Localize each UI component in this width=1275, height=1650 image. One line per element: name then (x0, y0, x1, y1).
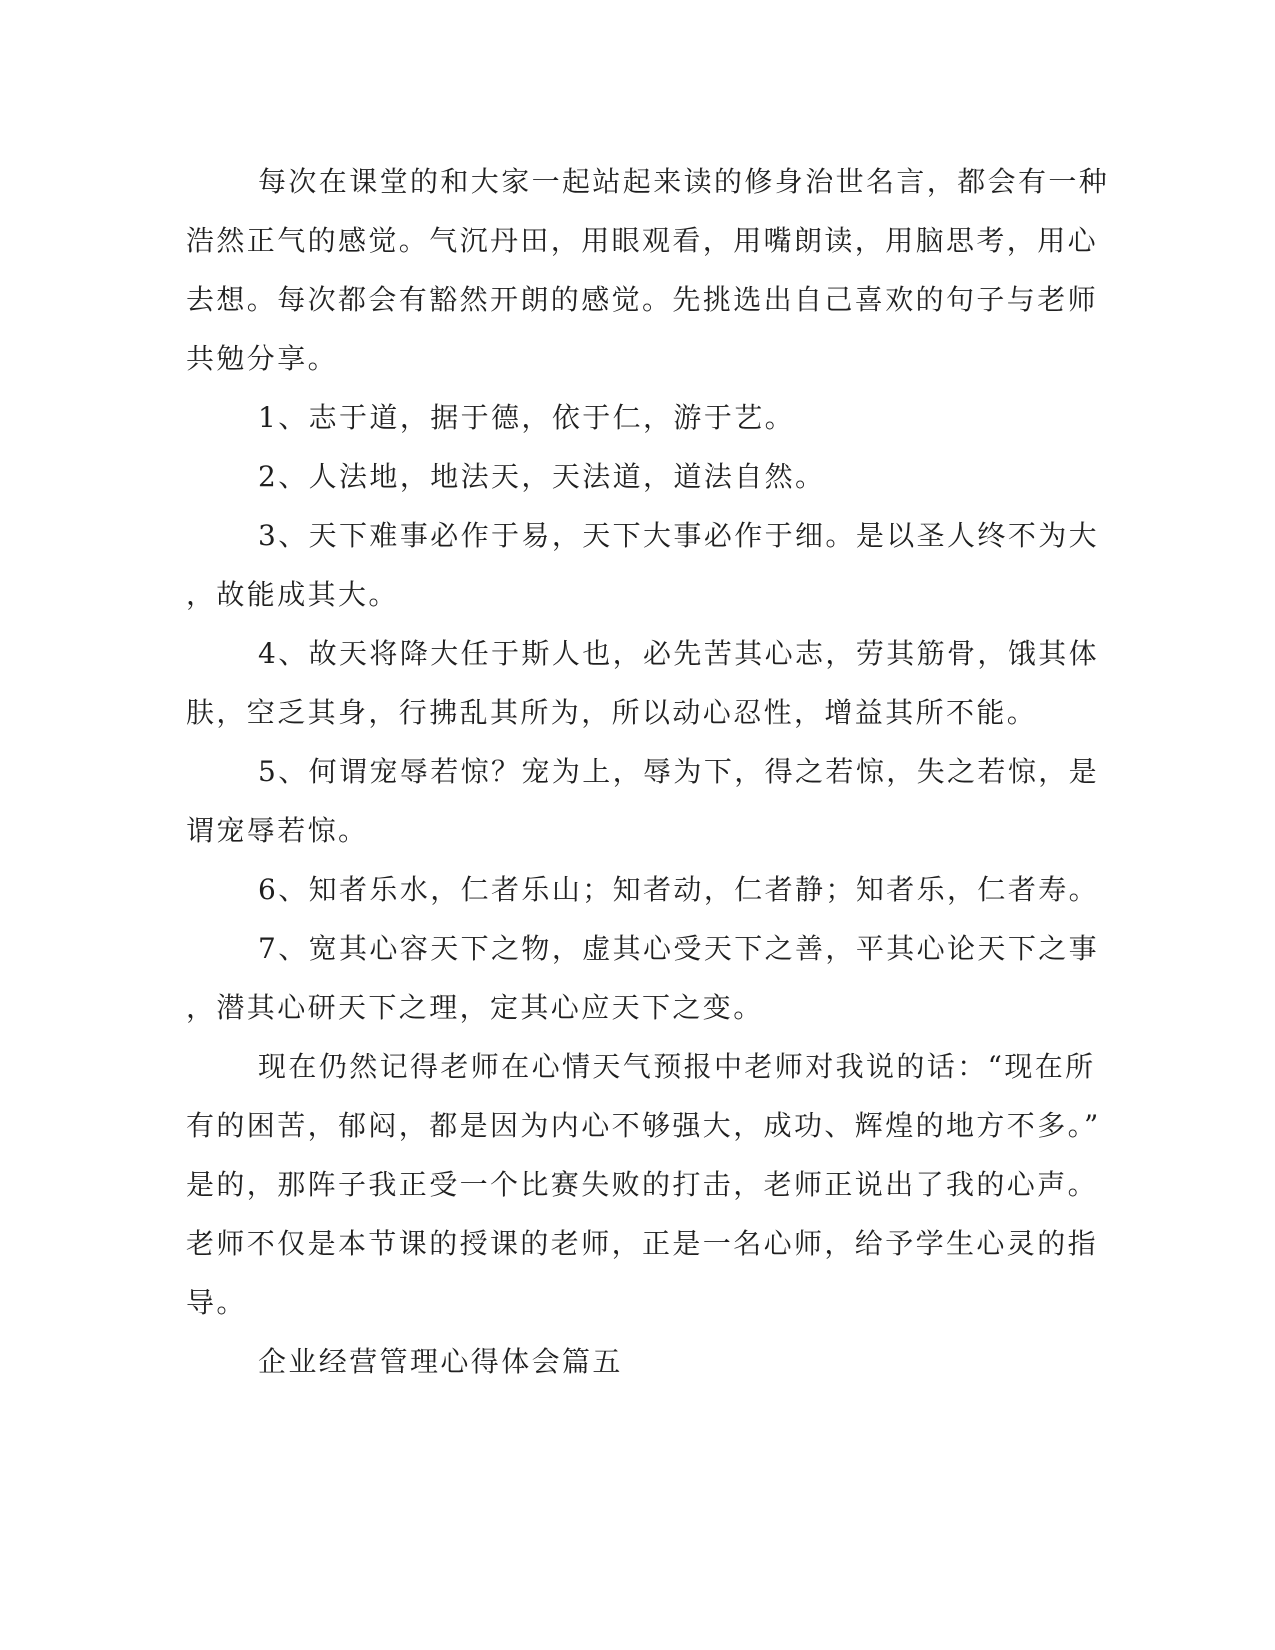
list-item-continuation: 肤，空乏其身，行拂乱其所为，所以动心忍性，增益其所不能。 (186, 696, 1038, 729)
paragraph-line: 共勉分享。 (186, 342, 339, 375)
paragraph-line: 老师不仅是本节课的授课的老师，正是一名心师，给予学生心灵的指 (186, 1227, 1099, 1260)
section-heading: 企业经营管理心得体会篇五 (258, 1345, 623, 1378)
paragraph-line: 导。 (186, 1286, 247, 1319)
paragraph-line: 浩然正气的感觉。气沉丹田，用眼观看，用嘴朗读，用脑思考，用心 (186, 224, 1099, 257)
list-item: 1、志于道，据于德，依于仁，游于艺。 (258, 401, 796, 434)
list-item-continuation: ，潜其心研天下之理，定其心应天下之变。 (186, 991, 764, 1024)
paragraph-line: 每次在课堂的和大家一起站起来读的修身治世名言，都会有一种 (258, 165, 1110, 198)
paragraph-line: 是的，那阵子我正受一个比赛失败的打击，老师正说出了我的心声。 (186, 1168, 1099, 1201)
paragraph-line: 现在仍然记得老师在心情天气预报中老师对我说的话：“现在所 (258, 1050, 1096, 1083)
list-item-continuation: ，故能成其大。 (186, 578, 399, 611)
list-item-continuation: 谓宠辱若惊。 (186, 814, 369, 847)
list-item: 2、人法地，地法天，天法道，道法自然。 (258, 460, 826, 493)
list-item: 3、天下难事必作于易，天下大事必作于细。是以圣人终不为大 (258, 519, 1100, 552)
list-item: 4、故天将降大任于斯人也，必先苦其心志，劳其筋骨，饿其体 (258, 637, 1100, 670)
paragraph-line: 去想。每次都会有豁然开朗的感觉。先挑选出自己喜欢的句子与老师 (186, 283, 1099, 316)
list-item: 7、宽其心容天下之物，虚其心受天下之善，平其心论天下之事 (258, 932, 1100, 965)
list-item: 5、何谓宠辱若惊？宠为上，辱为下，得之若惊，失之若惊，是 (258, 755, 1100, 788)
paragraph-line: 有的困苦，郁闷，都是因为内心不够强大，成功、辉煌的地方不多。” (186, 1109, 1101, 1142)
list-item: 6、知者乐水，仁者乐山；知者动，仁者静；知者乐，仁者寿。 (258, 873, 1100, 906)
